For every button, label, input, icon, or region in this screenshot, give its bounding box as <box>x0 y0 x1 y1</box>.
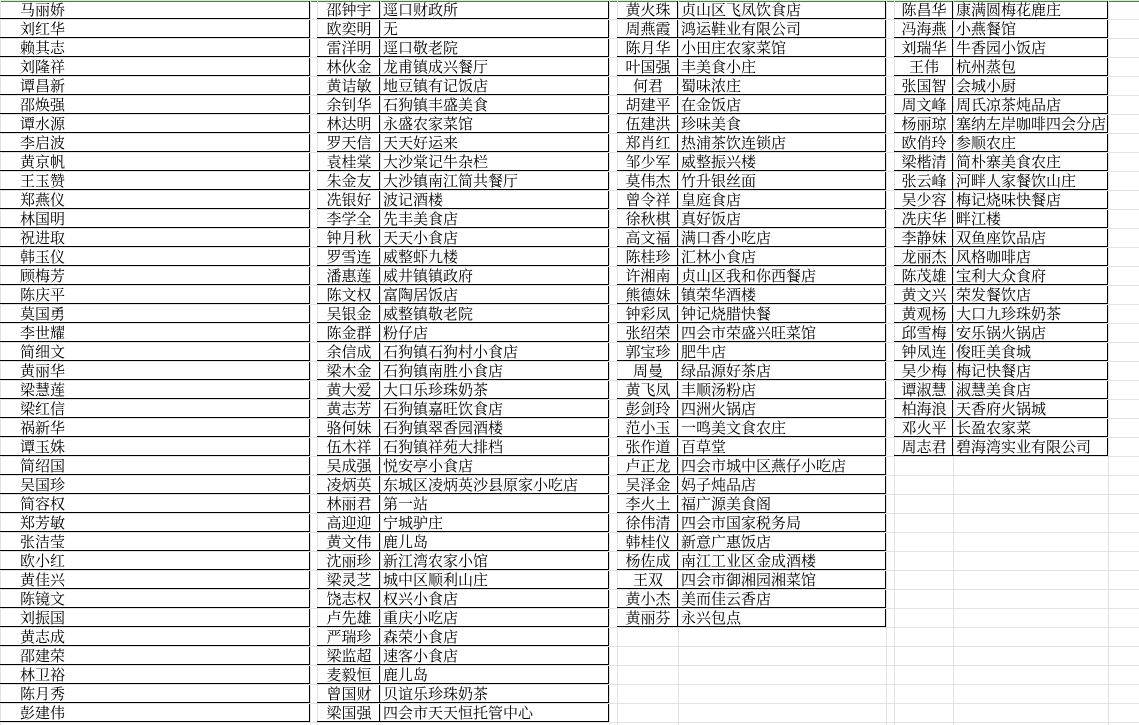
cell-business-name[interactable]: 肥牛店 <box>678 343 886 361</box>
cell-business-name[interactable]: 汇林小食店 <box>678 248 886 266</box>
cell-person-name[interactable]: 邱雪梅 <box>894 324 953 342</box>
cell-person-name[interactable]: 袁桂棠 <box>317 153 380 171</box>
cell-person-name[interactable]: 陈茂雄 <box>894 267 953 285</box>
cell-business-name[interactable]: 富陶居饭店 <box>380 286 609 304</box>
cell-person-name[interactable]: 林伙金 <box>317 58 380 76</box>
cell-person-name[interactable]: 彭剑玲 <box>617 400 678 418</box>
cell-business-name[interactable]: 竹升银丝面 <box>678 172 886 190</box>
gridline-vertical <box>310 0 311 725</box>
cell-person-name[interactable]: 罗雪连 <box>317 248 380 266</box>
gridline-horizontal <box>0 722 1139 723</box>
cell-person-name[interactable]: 梁楷清 <box>894 153 953 171</box>
cell-person-name[interactable]: 吴国珍 <box>0 476 310 494</box>
cell-business-name[interactable]: 荣发餐饮店 <box>953 286 1108 304</box>
cell-person-name[interactable]: 叶国强 <box>617 58 678 76</box>
cell-person-name[interactable]: 李学全 <box>317 210 380 228</box>
cell-business-name[interactable]: 会城小厨 <box>953 77 1108 95</box>
gridline-vertical <box>886 0 887 725</box>
cell-business-name[interactable]: 先丰美食店 <box>380 210 609 228</box>
cell-person-name[interactable]: 何君 <box>617 77 678 95</box>
cell-person-name[interactable]: 谭水源 <box>0 115 310 133</box>
cell-person-name[interactable]: 邓火平 <box>894 419 953 437</box>
cell-person-name[interactable]: 梁监超 <box>317 647 380 665</box>
cell-business-name[interactable]: 四会市城中区燕仔小吃店 <box>678 457 886 475</box>
cell-business-name[interactable]: 四洲火锅店 <box>678 400 886 418</box>
cell-person-name[interactable]: 陈庆平 <box>0 286 310 304</box>
cell-business-name[interactable]: 杭州蒸包 <box>953 58 1108 76</box>
cell-business-name[interactable]: 珍味美食 <box>678 115 886 133</box>
cell-person-name[interactable]: 卢正龙 <box>617 457 678 475</box>
cell-person-name[interactable]: 黄飞凤 <box>617 381 678 399</box>
cell-person-name[interactable]: 林国明 <box>0 210 310 228</box>
cell-business-name[interactable]: 波记酒楼 <box>380 191 609 209</box>
cell-person-name[interactable]: 吴少容 <box>894 191 953 209</box>
cell-person-name[interactable]: 徐伟清 <box>617 514 678 532</box>
cell-business-name[interactable]: 天天好运来 <box>380 134 609 152</box>
cell-business-name[interactable]: 城中区顺利山庄 <box>380 571 609 589</box>
cell-person-name[interactable]: 莫国勇 <box>0 305 310 323</box>
cell-person-name[interactable]: 顾梅芳 <box>0 267 310 285</box>
cell-person-name[interactable]: 张绍荣 <box>617 324 678 342</box>
cell-business-name[interactable]: 重庆小吃店 <box>380 609 609 627</box>
cell-business-name[interactable]: 威整虾九楼 <box>380 248 609 266</box>
cell-person-name[interactable]: 黄诘敏 <box>317 77 380 95</box>
cell-person-name[interactable]: 陈金群 <box>317 324 380 342</box>
cell-person-name[interactable]: 邹少军 <box>617 153 678 171</box>
cell-business-name[interactable]: 满口香小吃店 <box>678 229 886 247</box>
cell-person-name[interactable]: 曾国财 <box>317 685 380 703</box>
cell-person-name[interactable]: 周文峰 <box>894 96 953 114</box>
cell-person-name[interactable]: 刘瑞华 <box>894 39 953 57</box>
cell-person-name[interactable]: 潘惠莲 <box>317 267 380 285</box>
cell-person-name[interactable]: 李静妹 <box>894 229 953 247</box>
cell-person-name[interactable]: 郑燕仪 <box>0 191 310 209</box>
cell-person-name[interactable]: 柏海浪 <box>894 400 953 418</box>
cell-person-name[interactable]: 邵钟宇 <box>317 1 380 19</box>
cell-person-name[interactable]: 简绍国 <box>0 457 310 475</box>
cell-person-name[interactable]: 王双 <box>617 571 678 589</box>
cell-person-name[interactable]: 黄大爱 <box>317 381 380 399</box>
cell-business-name[interactable]: 梅记烧味快餐店 <box>953 191 1108 209</box>
cell-person-name[interactable]: 梁红信 <box>0 400 310 418</box>
cell-person-name[interactable]: 林卫裕 <box>0 666 310 684</box>
cell-person-name[interactable]: 朱金友 <box>317 172 380 190</box>
cell-business-name[interactable]: 四会市荣盛兴旺菜馆 <box>678 324 886 342</box>
cell-business-name[interactable]: 逕口财政所 <box>380 1 609 19</box>
cell-person-name[interactable]: 沈丽珍 <box>317 552 380 570</box>
cell-person-name[interactable]: 谭玉姝 <box>0 438 310 456</box>
cell-person-name[interactable]: 陈月华 <box>617 39 678 57</box>
cell-person-name[interactable]: 梁灵芝 <box>317 571 380 589</box>
cell-business-name[interactable]: 蜀味浓庄 <box>678 77 886 95</box>
cell-person-name[interactable]: 张洁莹 <box>0 533 310 551</box>
cell-business-name[interactable]: 龙甫镇成兴餐厅 <box>380 58 609 76</box>
cell-business-name[interactable]: 鸿运鞋业有限公司 <box>678 20 886 38</box>
cell-business-name[interactable]: 石狗镇丰盛美食 <box>380 96 609 114</box>
cell-business-name[interactable]: 风格咖啡店 <box>953 248 1108 266</box>
cell-person-name[interactable]: 梁国强 <box>317 704 380 722</box>
cell-person-name[interactable]: 黄志成 <box>0 628 310 646</box>
cell-business-name[interactable]: 森荣小食店 <box>380 628 609 646</box>
cell-person-name[interactable]: 高迎迎 <box>317 514 380 532</box>
cell-business-name[interactable]: 妈子炖品店 <box>678 476 886 494</box>
cell-person-name[interactable]: 吴泽金 <box>617 476 678 494</box>
cell-person-name[interactable]: 饶志权 <box>317 590 380 608</box>
cell-business-name[interactable]: 在金饭店 <box>678 96 886 114</box>
cell-person-name[interactable]: 陈月秀 <box>0 685 310 703</box>
cell-person-name[interactable]: 钟彩凤 <box>617 305 678 323</box>
cell-business-name[interactable]: 权兴小食店 <box>380 590 609 608</box>
cell-person-name[interactable]: 郭宝珍 <box>617 343 678 361</box>
cell-person-name[interactable]: 吴少梅 <box>894 362 953 380</box>
cell-person-name[interactable]: 李火土 <box>617 495 678 513</box>
cell-person-name[interactable]: 刘隆祥 <box>0 58 310 76</box>
cell-business-name[interactable]: 四会市国家税务局 <box>678 514 886 532</box>
cell-person-name[interactable]: 邵焕强 <box>0 96 310 114</box>
cell-business-name[interactable]: 速客小食店 <box>380 647 609 665</box>
cell-business-name[interactable]: 南江工业区金成酒楼 <box>678 552 886 570</box>
cell-business-name[interactable]: 威整镇敬老院 <box>380 305 609 323</box>
cell-business-name[interactable]: 石狗镇翠香园酒楼 <box>380 419 609 437</box>
cell-business-name[interactable]: 无 <box>380 20 609 38</box>
cell-person-name[interactable]: 李启波 <box>0 134 310 152</box>
cell-person-name[interactable]: 莫伟杰 <box>617 172 678 190</box>
cell-business-name[interactable]: 百草堂 <box>678 438 886 456</box>
cell-person-name[interactable]: 刘红华 <box>0 20 310 38</box>
cell-business-name[interactable]: 畔江楼 <box>953 210 1108 228</box>
cell-business-name[interactable]: 粉仔店 <box>380 324 609 342</box>
cell-person-name[interactable]: 赖其志 <box>0 39 310 57</box>
cell-business-name[interactable]: 石狗镇南胜小食店 <box>380 362 609 380</box>
cell-business-name[interactable]: 梅记快餐店 <box>953 362 1108 380</box>
cell-business-name[interactable]: 小燕餐馆 <box>953 20 1108 38</box>
gridline-vertical <box>1108 0 1109 725</box>
cell-business-name[interactable]: 贞山区飞凤饮食店 <box>678 1 886 19</box>
cell-person-name[interactable]: 欧俏玲 <box>894 134 953 152</box>
cell-business-name[interactable]: 石狗镇石狗村小食店 <box>380 343 609 361</box>
cell-person-name[interactable]: 陈文权 <box>317 286 380 304</box>
cell-person-name[interactable]: 陈桂珍 <box>617 248 678 266</box>
cell-person-name[interactable]: 杨丽琼 <box>894 115 953 133</box>
cell-business-name[interactable]: 皇庭食店 <box>678 191 886 209</box>
cell-business-name[interactable]: 绿品源好茶店 <box>678 362 886 380</box>
cell-business-name[interactable]: 贝谊乐珍珠奶茶 <box>380 685 609 703</box>
cell-business-name[interactable]: 东城区凌炳英沙县原家小吃店 <box>380 476 609 494</box>
cell-business-name[interactable]: 石狗镇祥苑大排档 <box>380 438 609 456</box>
cell-person-name[interactable]: 梁慧莲 <box>0 381 310 399</box>
cell-business-name[interactable]: 淑慧美食店 <box>953 381 1108 399</box>
cell-business-name[interactable]: 河畔人家餐饮山庄 <box>953 172 1108 190</box>
cell-business-name[interactable]: 四会市天天恒托管中心 <box>380 704 609 722</box>
cell-person-name[interactable]: 欧小红 <box>0 552 310 570</box>
cell-person-name[interactable]: 黄志芳 <box>317 400 380 418</box>
cell-person-name[interactable]: 王玉赞 <box>0 172 310 190</box>
cell-person-name[interactable]: 林达明 <box>317 115 380 133</box>
cell-person-name[interactable]: 麦毅恒 <box>317 666 380 684</box>
cell-person-name[interactable]: 张作道 <box>617 438 678 456</box>
cell-person-name[interactable]: 黄佳兴 <box>0 571 310 589</box>
cell-business-name[interactable]: 四会市御湘园湘菜馆 <box>678 571 886 589</box>
cell-person-name[interactable]: 黄丽华 <box>0 362 310 380</box>
cell-person-name[interactable]: 钟凤连 <box>894 343 953 361</box>
cell-business-name[interactable]: 丰顺汤粉店 <box>678 381 886 399</box>
cell-person-name[interactable]: 龙丽杰 <box>894 248 953 266</box>
cell-business-name[interactable]: 镇荣华酒楼 <box>678 286 886 304</box>
cell-business-name[interactable]: 康满圆梅花鹿庄 <box>953 1 1108 19</box>
cell-person-name[interactable]: 黄京帆 <box>0 153 310 171</box>
cell-business-name[interactable]: 天香府火锅城 <box>953 400 1108 418</box>
cell-person-name[interactable]: 彭建伟 <box>0 704 310 722</box>
cell-person-name[interactable]: 王伟 <box>894 58 953 76</box>
cell-person-name[interactable]: 简细文 <box>0 343 310 361</box>
cell-person-name[interactable]: 黄小杰 <box>617 590 678 608</box>
cell-person-name[interactable]: 凌炳英 <box>317 476 380 494</box>
cell-person-name[interactable]: 黄观杨 <box>894 305 953 323</box>
cell-person-name[interactable]: 卢先雄 <box>317 609 380 627</box>
cell-person-name[interactable]: 黄文伟 <box>317 533 380 551</box>
cell-person-name[interactable]: 陈昌华 <box>894 1 953 19</box>
cell-business-name[interactable]: 悦安亭小食店 <box>380 457 609 475</box>
cell-business-name[interactable]: 贞山区我和你西餐店 <box>678 267 886 285</box>
cell-person-name[interactable]: 张国智 <box>894 77 953 95</box>
cell-person-name[interactable]: 冼庆华 <box>894 210 953 228</box>
cell-person-name[interactable]: 黄火珠 <box>617 1 678 19</box>
cell-person-name[interactable]: 邵建荣 <box>0 647 310 665</box>
cell-person-name[interactable]: 梁木金 <box>317 362 380 380</box>
cell-person-name[interactable]: 周燕霞 <box>617 20 678 38</box>
cell-business-name[interactable]: 永盛农家菜馆 <box>380 115 609 133</box>
cell-person-name[interactable]: 余钊华 <box>317 96 380 114</box>
cell-business-name[interactable]: 新意广惠饭店 <box>678 533 886 551</box>
cell-person-name[interactable]: 胡建平 <box>617 96 678 114</box>
cell-business-name[interactable]: 大口乐珍珠奶茶 <box>380 381 609 399</box>
cell-business-name[interactable]: 鹿儿岛 <box>380 666 609 684</box>
cell-business-name[interactable]: 美而佳云香店 <box>678 590 886 608</box>
cell-person-name[interactable]: 祸新华 <box>0 419 310 437</box>
cell-person-name[interactable]: 罗天信 <box>317 134 380 152</box>
cell-business-name[interactable]: 安乐锅火锅店 <box>953 324 1108 342</box>
cell-person-name[interactable]: 周志君 <box>894 438 953 456</box>
cell-person-name[interactable]: 马丽娇 <box>0 1 310 19</box>
gridline-vertical <box>609 0 610 725</box>
cell-person-name[interactable]: 谭淑慧 <box>894 381 953 399</box>
cell-business-name[interactable]: 鹿儿岛 <box>380 533 609 551</box>
cell-person-name[interactable]: 熊德妹 <box>617 286 678 304</box>
cell-business-name[interactable]: 参顺农庄 <box>953 134 1108 152</box>
cell-business-name[interactable]: 丰美食小庄 <box>678 58 886 76</box>
cell-person-name[interactable]: 伍建洪 <box>617 115 678 133</box>
cell-business-name[interactable]: 牛香园小饭店 <box>953 39 1108 57</box>
cell-person-name[interactable]: 吴银金 <box>317 305 380 323</box>
cell-business-name[interactable]: 小田庄农家菜馆 <box>678 39 886 57</box>
cell-business-name[interactable]: 天天小食店 <box>380 229 609 247</box>
cell-business-name[interactable]: 钟记烧腊快餐 <box>678 305 886 323</box>
cell-person-name[interactable]: 钟月秋 <box>317 229 380 247</box>
cell-business-name[interactable]: 长盈农家菜 <box>953 419 1108 437</box>
cell-person-name[interactable]: 冯海燕 <box>894 20 953 38</box>
cell-business-name[interactable]: 福广源美食阁 <box>678 495 886 513</box>
cell-business-name[interactable]: 热浦茶饮连锁店 <box>678 134 886 152</box>
cell-person-name[interactable]: 陈镜文 <box>0 590 310 608</box>
cell-person-name[interactable]: 韩玉仪 <box>0 248 310 266</box>
cell-person-name[interactable]: 高文福 <box>617 229 678 247</box>
cell-person-name[interactable]: 徐秋棋 <box>617 210 678 228</box>
cell-person-name[interactable]: 郑肖红 <box>617 134 678 152</box>
cell-person-name[interactable]: 简容权 <box>0 495 310 513</box>
cell-person-name[interactable]: 欧奕明 <box>317 20 380 38</box>
cell-business-name[interactable]: 双鱼座饮品店 <box>953 229 1108 247</box>
cell-person-name[interactable]: 骆何妹 <box>317 419 380 437</box>
cell-person-name[interactable]: 范小玉 <box>617 419 678 437</box>
cell-business-name[interactable]: 石狗镇嘉旺饮食店 <box>380 400 609 418</box>
cell-person-name[interactable]: 杨佐成 <box>617 552 678 570</box>
cell-person-name[interactable]: 严瑞珍 <box>317 628 380 646</box>
cell-person-name[interactable]: 张云峰 <box>894 172 953 190</box>
cell-person-name[interactable]: 祝进取 <box>0 229 310 247</box>
cell-person-name[interactable]: 黄丽芬 <box>617 609 678 627</box>
cell-business-name[interactable]: 宁城驴庄 <box>380 514 609 532</box>
cell-person-name[interactable]: 许湘南 <box>617 267 678 285</box>
cell-business-name[interactable]: 大沙镇南江简共餐厅 <box>380 172 609 190</box>
cell-business-name[interactable]: 逕口敬老院 <box>380 39 609 57</box>
cell-business-name[interactable]: 第一站 <box>380 495 609 513</box>
cell-person-name[interactable]: 刘振国 <box>0 609 310 627</box>
cell-business-name[interactable]: 威井镇镇政府 <box>380 267 609 285</box>
cell-person-name[interactable]: 黄文兴 <box>894 286 953 304</box>
cell-person-name[interactable]: 雷洋明 <box>317 39 380 57</box>
cell-person-name[interactable]: 李世耀 <box>0 324 310 342</box>
cell-person-name[interactable]: 周曼 <box>617 362 678 380</box>
cell-person-name[interactable]: 曾令祥 <box>617 191 678 209</box>
cell-business-name[interactable]: 周氏凉茶炖品店 <box>953 96 1108 114</box>
cell-business-name[interactable]: 碧海湾实业有限公司 <box>953 438 1108 456</box>
cell-business-name[interactable]: 简朴寨美食农庄 <box>953 153 1108 171</box>
cell-business-name[interactable]: 宝利大众食府 <box>953 267 1108 285</box>
cell-person-name[interactable]: 林丽君 <box>317 495 380 513</box>
cell-person-name[interactable]: 余信成 <box>317 343 380 361</box>
cell-business-name[interactable]: 俊旺美食城 <box>953 343 1108 361</box>
cell-person-name[interactable]: 郑芳敏 <box>0 514 310 532</box>
cell-business-name[interactable]: 新江湾农家小馆 <box>380 552 609 570</box>
cell-business-name[interactable]: 真好饭店 <box>678 210 886 228</box>
cell-business-name[interactable]: 威整振兴楼 <box>678 153 886 171</box>
cell-business-name[interactable]: 地豆镇有记饭店 <box>380 77 609 95</box>
cell-business-name[interactable]: 一鸣美文食农庄 <box>678 419 886 437</box>
cell-business-name[interactable]: 大口九珍珠奶茶 <box>953 305 1108 323</box>
cell-business-name[interactable]: 大沙棠记牛杂栏 <box>380 153 609 171</box>
cell-person-name[interactable]: 伍木祥 <box>317 438 380 456</box>
cell-person-name[interactable]: 谭昌新 <box>0 77 310 95</box>
cell-person-name[interactable]: 吴成强 <box>317 457 380 475</box>
cell-business-name[interactable]: 塞纳左岸咖啡四会分店 <box>953 115 1108 133</box>
cell-person-name[interactable]: 韩桂仪 <box>617 533 678 551</box>
cell-business-name[interactable]: 永兴包点 <box>678 609 886 627</box>
cell-person-name[interactable]: 冼银好 <box>317 191 380 209</box>
